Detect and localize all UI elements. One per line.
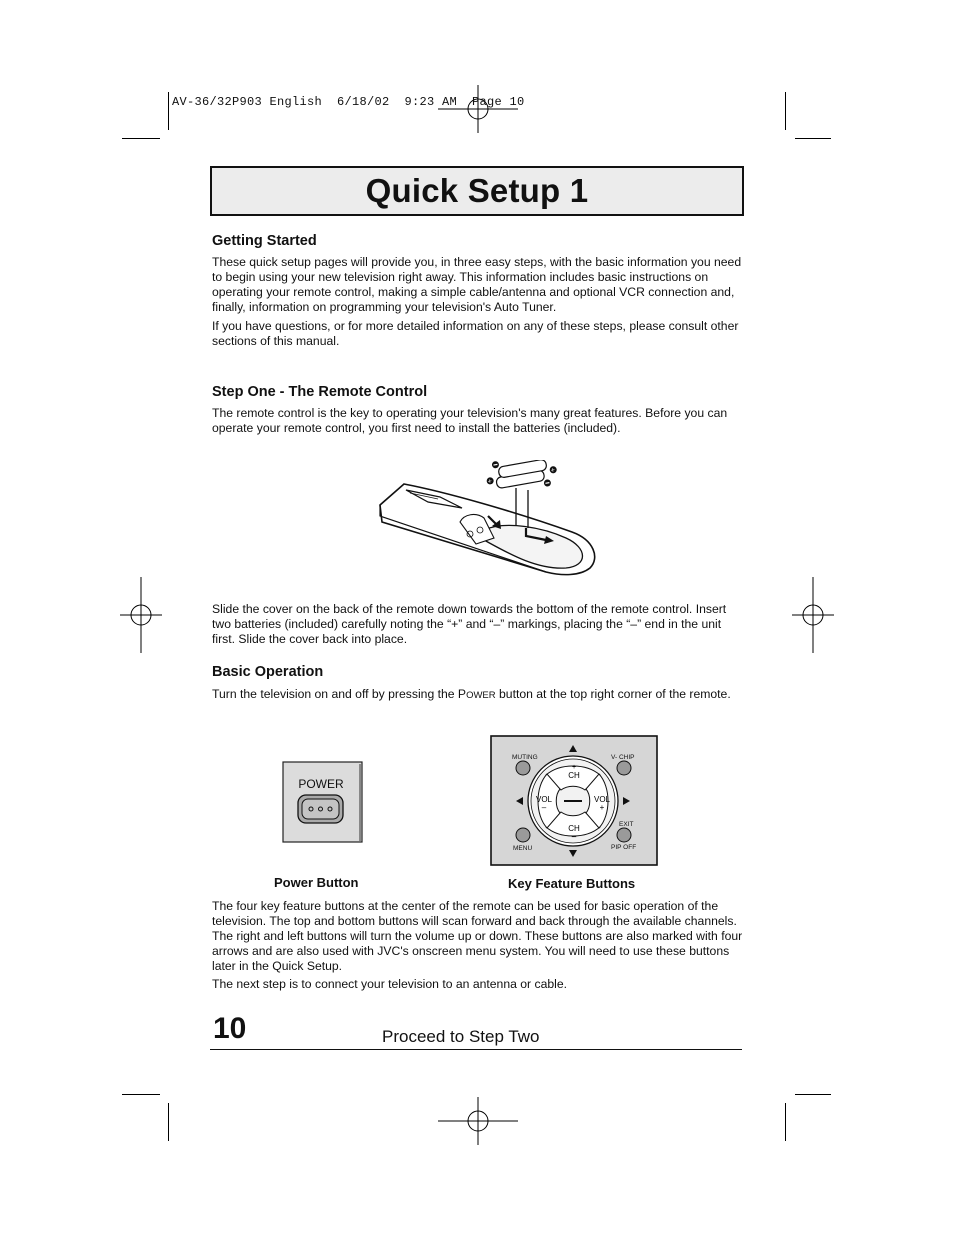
remote-battery-illustration: [376, 460, 602, 580]
registration-mark-bottom: [438, 1097, 518, 1147]
basic-operation-paragraph-2: The four key feature buttons at the center of the remote can be used for basic operation of the television. The top and bottom buttons will scan forward and back through the available channels. The right and left buttons will turn the volume up or down. These buttons are also marked with four arrows and are also used with JVC's onscreen menu system. You will need to use these buttons later in the Quick Setup.: [212, 899, 743, 973]
ch-up-label: CH: [568, 771, 580, 780]
footer-rule: [210, 1049, 742, 1050]
getting-started-paragraph-2: If you have questions, or for more detailed information on any of these steps, please consult other sections of this manual.: [212, 319, 739, 348]
vchip-label: V- CHIP: [611, 754, 635, 761]
basic-operation-text-start: Turn the television on and off by pressing the P: [212, 687, 467, 701]
power-smallcaps: OWER: [466, 690, 496, 701]
exit-label: EXIT: [619, 821, 634, 828]
key-feature-buttons-figure: [490, 735, 658, 867]
vol-down-label: VOL: [535, 795, 553, 804]
registration-mark-top: [438, 85, 518, 135]
proceed-to-step-two: Proceed to Step Two: [382, 1027, 540, 1046]
heading-getting-started: Getting Started: [212, 233, 317, 249]
ch-down-label: CH: [568, 824, 580, 833]
ch-up-plus: +: [571, 764, 577, 771]
vol-up-plus: +: [599, 803, 605, 812]
heading-basic-operation: Basic Operation: [212, 664, 324, 680]
registration-mark-right: [792, 577, 834, 653]
svg-text:+: +: [550, 467, 556, 475]
power-button-caption: Power Button: [274, 875, 359, 890]
page-title-box: [210, 166, 744, 216]
page-title: Quick Setup 1: [365, 172, 589, 209]
ch-down-minus: –: [571, 832, 577, 841]
muting-label: MUTING: [512, 754, 538, 761]
vol-down-minus: –: [541, 803, 547, 812]
power-button-figure: [282, 761, 364, 843]
pipoff-label: PIP OFF: [611, 844, 637, 851]
page-number: 10: [213, 1012, 247, 1045]
vol-up-label: VOL: [593, 795, 611, 804]
heading-step-one: Step One - The Remote Control: [212, 384, 428, 400]
basic-operation-text-end: button at the top right corner of the remote.: [495, 687, 731, 701]
basic-operation-paragraph-3: The next step is to connect your television to an antenna or cable.: [212, 977, 568, 991]
registration-mark-left: [120, 577, 162, 653]
print-slug-line: AV-36/32P903 English 6/18/02 9:23 AM Page 10: [172, 95, 525, 109]
getting-started-paragraph-1: These quick setup pages will provide you, in three easy steps, with the basic information you need to begin using your new television right away. This information includes basic instructions on operating your remote control, making a simple cable/antenna and optional VCR connection and, finally, information on programming your television's Auto Tuner.: [212, 255, 742, 314]
basic-operation-paragraph-1: [212, 687, 744, 703]
key-feature-buttons-caption: Key Feature Buttons: [508, 876, 636, 891]
svg-text:+: +: [487, 478, 493, 486]
step-one-paragraph-2: Slide the cover on the back of the remote down towards the bottom of the remote control. Insert two batteries (included) carefully noting the “+” and “–” markings, placing the “–” end in the unit first. Slide the cover back into place.: [212, 602, 727, 646]
step-one-paragraph-1: The remote control is the key to operating your television's many great features. Before you can operate your remote control, you first need to install the batteries (included).: [212, 406, 728, 435]
power-label: POWER: [298, 777, 344, 791]
menu-label: MENU: [513, 845, 533, 852]
